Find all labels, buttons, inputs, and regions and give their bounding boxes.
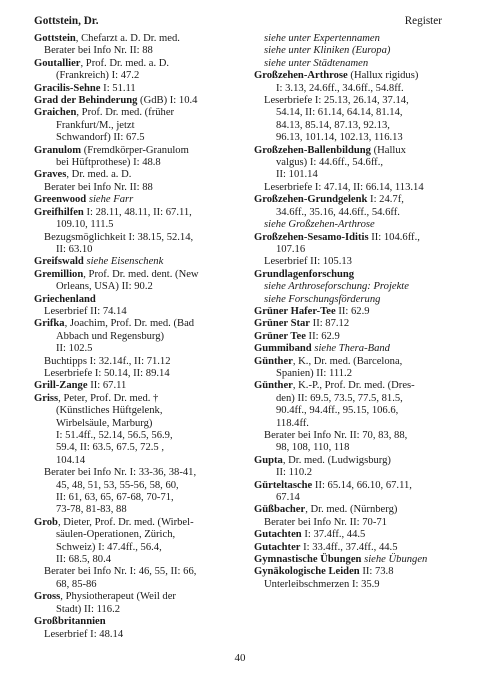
index-line [34, 579, 240, 591]
index-reference: I: 51.4ff., 52.14, 56.5, 56.9, [56, 430, 173, 441]
cross-reference: siehe Forschungsförderung [264, 293, 381, 305]
index-line [254, 145, 450, 157]
index-line [34, 455, 240, 467]
index-line [254, 529, 450, 541]
index-line [34, 157, 240, 169]
index-keyword: Güßbacher [254, 504, 306, 516]
index-line [34, 542, 240, 554]
index-line [254, 542, 450, 554]
index-reference: bei Hüftprothese) I: 48.8 [56, 157, 161, 169]
index-line [34, 368, 240, 380]
index-line [254, 554, 450, 566]
index-reference: 54.14, II: 61.14, 64.14, 81.14, [276, 107, 403, 119]
index-reference: Bezugsmöglichkeit I: 38.15, 52.14, [44, 231, 194, 243]
index-keyword: Greenwood [34, 194, 87, 206]
index-line [34, 554, 240, 566]
index-line [34, 232, 240, 244]
index-line [34, 393, 240, 405]
index-line [34, 517, 240, 529]
index-line [34, 120, 240, 132]
index-reference: , Dr. med. a. D. [66, 169, 132, 181]
index-keyword: Grifka [34, 318, 65, 330]
index-reference: Berater bei Info Nr. II: 88 [44, 181, 153, 193]
index-reference: , Dr. med. (Nürnberg) [305, 504, 398, 516]
index-line [34, 107, 240, 119]
index-reference: Wirbelsäule, Marburg) [56, 417, 153, 429]
index-reference: Unterleibschmerzen I: 35.9 [264, 578, 380, 590]
index-keyword: Gutachten [254, 529, 302, 541]
index-reference: 45, 48, 51, 53, 55-56, 58, 60, [56, 479, 179, 491]
index-line [34, 45, 240, 57]
index-reference: (Künstliches Hüftgelenk, [56, 405, 163, 417]
index-reference: 73-78, 81-83, 88 [56, 504, 127, 516]
index-line [34, 616, 240, 628]
index-keyword: Gupta [254, 454, 283, 466]
index-reference: II: 102.5 [56, 343, 93, 355]
index-keyword: Goutallier [34, 57, 81, 69]
index-reference: II: 110.2 [276, 467, 313, 479]
index-line [34, 207, 240, 219]
index-line [254, 294, 450, 306]
index-line [34, 132, 240, 144]
index-line [254, 566, 450, 578]
index-line [34, 405, 240, 417]
index-reference: II: 62.9 [335, 305, 370, 317]
index-reference: I: 28.11, 48.11, II: 67.11, [83, 206, 192, 218]
index-keyword: Grüner Tee [254, 330, 306, 342]
index-keyword: Großzehen-Arthrose [254, 70, 348, 82]
index-reference: , Dr. med. (Ludwigsburg) [282, 454, 391, 466]
index-line [34, 418, 240, 430]
index-line [254, 418, 450, 430]
index-line [34, 529, 240, 541]
index-line [254, 405, 450, 417]
index-line [254, 256, 450, 268]
index-reference: II: 65.14, 66.10, 67.11, [312, 479, 412, 491]
index-line [34, 467, 240, 479]
index-line [254, 480, 450, 492]
index-line [254, 58, 450, 70]
index-line [254, 83, 450, 95]
index-reference: , Joachim, Prof. Dr. med. (Bad [64, 318, 195, 330]
index-keyword: Greifswald [34, 256, 84, 268]
index-keyword: Graves [34, 169, 67, 181]
index-keyword: Grüner Hafer-Tee [254, 305, 336, 317]
index-reference: , K.-P., Prof. Dr. med. (Dres- [292, 380, 415, 392]
index-keyword: Gracilis-Sehne [34, 82, 101, 94]
index-reference: Schweiz) I: 47.4ff., 56.4, [56, 541, 162, 553]
index-reference: Leserbrief II: 74.14 [44, 305, 127, 317]
index-reference: , Chefarzt a. D. Dr. med. [75, 33, 180, 44]
index-column-left [34, 33, 240, 641]
index-reference: 96.13, 101.14, 102.13, 116.13 [276, 132, 403, 144]
index-keyword: Griechenland [34, 293, 96, 305]
index-reference: I: 24.7f, [367, 194, 404, 206]
index-reference: Berater bei Info Nr. II: 88 [44, 45, 153, 57]
cross-reference: siehe Großzehen-Arthrose [264, 219, 375, 231]
index-keyword: Grob [34, 516, 58, 528]
index-keyword: Großzehen-Grundgelenk [254, 194, 368, 206]
index-line [254, 504, 450, 516]
index-reference: Leserbriefe I: 25.13, 26.14, 37.14, [264, 95, 409, 107]
index-reference: , Physiotherapeut (Weil der [60, 591, 176, 603]
index-line [34, 356, 240, 368]
index-line [34, 604, 240, 616]
index-line [254, 182, 450, 194]
index-line [34, 318, 240, 330]
index-keyword: Gottstein [34, 33, 76, 44]
index-line [254, 343, 450, 355]
index-column-right [254, 33, 450, 591]
index-line [254, 492, 450, 504]
index-reference: (Fremdkörper-Granulom [81, 144, 189, 156]
cross-reference: siehe unter Städtenamen [264, 57, 369, 69]
index-line [254, 579, 450, 591]
index-line [34, 492, 240, 504]
index-reference: Leserbrief I: 48.14 [44, 628, 124, 640]
index-keyword: Gummiband [254, 343, 312, 355]
cross-reference: siehe Farr [86, 194, 134, 206]
page-number: 40 [234, 652, 246, 664]
index-keyword: Großzehen-Ballenbildung [254, 144, 371, 156]
index-reference: , Prof. Dr. med. dent. (New [83, 268, 199, 280]
index-reference: II: 87.12 [310, 318, 350, 330]
index-reference: II: 61, 63, 65, 67-68, 70-71, [56, 492, 174, 504]
index-reference: 59.4, II: 63.5, 67.5, 72.5 , [56, 442, 164, 454]
index-line [34, 566, 240, 578]
index-reference: Frankfurt/M., jetzt [56, 119, 135, 131]
index-reference: 98, 108, 110, 118 [276, 442, 350, 454]
index-keyword: Graichen [34, 107, 77, 119]
index-reference: , Dieter, Prof. Dr. med. (Wirbel- [57, 516, 194, 528]
index-reference: 107.16 [276, 243, 306, 255]
index-line [34, 145, 240, 157]
index-reference: I: 3.13, 24.6ff., 34.6ff., 54.8ff. [276, 82, 404, 94]
index-line [254, 281, 450, 293]
index-reference: I: 33.4ff., 37.4ff., 44.5 [300, 541, 398, 553]
index-line [254, 393, 450, 405]
index-reference: valgus) I: 44.6ff., 54.6ff., [276, 157, 384, 169]
running-head-section: Register [404, 15, 442, 27]
index-reference: Schwandorf) II: 67.5 [56, 132, 145, 144]
cross-reference: siehe Übungen [361, 554, 428, 566]
index-reference: Leserbriefe I: 50.14, II: 89.14 [44, 367, 170, 379]
index-line [254, 430, 450, 442]
index-reference: 118.4ff. [276, 417, 309, 429]
index-keyword: Grundlagenforschung [254, 268, 355, 280]
index-reference: II: 68.5, 80.4 [56, 554, 112, 566]
index-reference: (Frankreich) I: 47.2 [56, 70, 140, 82]
index-keyword: Gross [34, 591, 61, 603]
index-line [34, 480, 240, 492]
index-line [34, 256, 240, 268]
index-line [254, 132, 450, 144]
index-keyword: Granulom [34, 144, 82, 156]
index-line [254, 70, 450, 82]
index-line [254, 95, 450, 107]
index-line [34, 294, 240, 306]
index-keyword: Günther [254, 380, 293, 392]
index-reference: (Hallux rigidus) [347, 70, 419, 82]
index-keyword: Großzehen-Sesamo-Iditis [254, 231, 369, 243]
index-reference: 84.13, 85.14, 87.13, 92.13, [276, 119, 390, 131]
index-reference: Berater bei Info Nr. II: 70-71 [264, 516, 387, 528]
index-reference: II: 67.11 [87, 380, 127, 392]
index-line [34, 281, 240, 293]
index-reference: Stadt) II: 116.2 [56, 603, 121, 615]
page-header [34, 14, 442, 30]
cross-reference: siehe Eisenschenk [83, 256, 164, 268]
index-line [254, 219, 450, 231]
index-line [254, 331, 450, 343]
index-line [34, 380, 240, 392]
cross-reference: siehe unter Kliniken (Europa) [264, 45, 391, 57]
index-line [34, 629, 240, 641]
index-line [34, 194, 240, 206]
index-line [34, 331, 240, 343]
index-line [254, 368, 450, 380]
index-line [254, 244, 450, 256]
index-reference: säulen-Operationen, Zürich, [56, 529, 176, 541]
index-keyword: Gürteltasche [254, 479, 313, 491]
index-line [254, 169, 450, 181]
index-keyword: Grill-Zange [34, 380, 88, 392]
running-head-keyword: Gottstein, Dr. [34, 15, 99, 27]
index-line [34, 219, 240, 231]
index-reference: I: 51.11 [100, 82, 136, 94]
index-reference: II: 73.8 [359, 566, 394, 578]
index-line [34, 269, 240, 281]
index-keyword: Gremillion [34, 268, 84, 280]
index-keyword: Greifhilfen [34, 206, 84, 218]
index-line [34, 591, 240, 603]
index-reference: Orleans, USA) II: 90.2 [56, 281, 153, 293]
index-line [34, 58, 240, 70]
index-line [34, 169, 240, 181]
index-reference: 109.10, 111.5 [56, 219, 114, 231]
index-line [34, 343, 240, 355]
index-reference: II: 62.9 [305, 330, 340, 342]
index-line [34, 70, 240, 82]
index-reference: 90.4ff., 94.4ff., 95.15, 106.6, [276, 405, 399, 417]
cross-reference: siehe Arthroseforschung: Projekte [264, 281, 409, 293]
index-reference: Berater bei Info Nr. I: 33-36, 38-41, [44, 467, 197, 479]
index-line [254, 269, 450, 281]
index-keyword: Gutachter [254, 541, 301, 553]
index-reference: den) II: 69.5, 73.5, 77.5, 81.5, [276, 392, 403, 404]
index-reference: , Prof. Dr. med. (früher [76, 107, 175, 119]
index-reference: , Prof. Dr. med. a. D. [80, 57, 170, 69]
index-keyword: Großbritannien [34, 616, 106, 628]
index-line [254, 194, 450, 206]
index-line [254, 120, 450, 132]
index-line [34, 95, 240, 107]
index-line [254, 517, 450, 529]
index-reference: 34.6ff., 35.16, 44.6ff., 54.6ff. [276, 206, 400, 218]
index-line [254, 318, 450, 330]
index-line [254, 207, 450, 219]
index-reference: (Hallux [370, 144, 406, 156]
index-line [254, 33, 450, 45]
index-line [254, 107, 450, 119]
index-line [34, 430, 240, 442]
index-line [254, 467, 450, 479]
index-line [254, 306, 450, 318]
index-reference: Leserbrief II: 105.13 [264, 256, 352, 268]
index-keyword: Günther [254, 355, 293, 367]
index-reference: II: 101.14 [276, 169, 318, 181]
index-reference: Leserbriefe I: 47.14, II: 66.14, 113.14 [264, 181, 424, 193]
index-keyword: Grad der Behinderung [34, 95, 138, 107]
index-line [34, 442, 240, 454]
index-reference: Spanien) II: 111.2 [276, 367, 353, 379]
index-keyword: Gynäkologische Leiden [254, 566, 360, 578]
index-reference: I: 37.4ff., 44.5 [301, 529, 366, 541]
cross-reference: siehe unter Expertennamen [264, 33, 380, 44]
index-line [34, 33, 240, 45]
index-keyword: Grüner Star [254, 318, 311, 330]
index-reference: Buchtipps I: 32.14f., II: 71.12 [44, 355, 171, 367]
index-reference: Abbach und Regensburg) [56, 330, 165, 342]
index-line [34, 244, 240, 256]
index-line [254, 45, 450, 57]
index-line [34, 504, 240, 516]
index-keyword: Gymnastische Übungen [254, 554, 362, 566]
index-line [254, 157, 450, 169]
index-reference: , K., Dr. med. (Barcelona, [292, 355, 403, 367]
index-line [34, 306, 240, 318]
index-line [254, 356, 450, 368]
index-reference: 67.14 [276, 492, 300, 504]
index-reference: (GdB) I: 10.4 [137, 95, 198, 107]
index-line [254, 442, 450, 454]
index-reference: , Peter, Prof. Dr. med. † [58, 392, 159, 404]
index-line [34, 182, 240, 194]
index-line [34, 83, 240, 95]
index-reference: 104.14 [56, 454, 86, 466]
index-line [254, 380, 450, 392]
index-reference: II: 104.6ff., [368, 231, 420, 243]
index-reference: Berater bei Info Nr. I: 46, 55, II: 66, [44, 566, 197, 578]
cross-reference: siehe Thera-Band [311, 343, 390, 355]
index-line [254, 232, 450, 244]
index-keyword: Griss [34, 392, 59, 404]
index-reference: Berater bei Info Nr. II: 70, 83, 88, [264, 430, 408, 441]
index-reference: II: 63.10 [56, 243, 93, 255]
index-line [254, 455, 450, 467]
index-reference: 68, 85-86 [56, 578, 97, 590]
